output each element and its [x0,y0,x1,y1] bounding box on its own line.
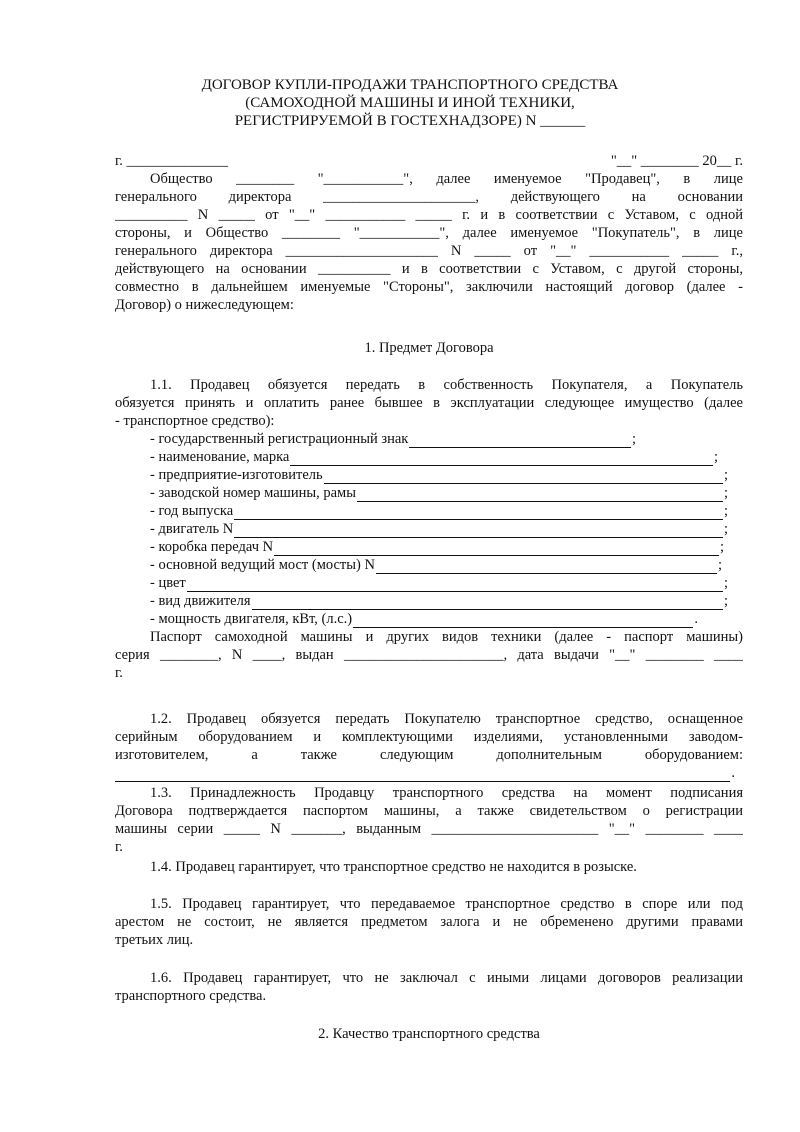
title-line-2: (САМОХОДНОЙ МАШИНЫ И ИНОЙ ТЕХНИКИ, [245,95,575,111]
blank-line [324,470,723,484]
section-2-heading: 2. Качество транспортного средства [318,1026,540,1042]
clause-line: - транспортное средство): [115,413,275,429]
item-name-brand [115,448,718,466]
blank-line [409,434,631,448]
item-end: ; [723,593,728,609]
item-label: - предприятие-изготовитель [150,467,323,483]
item-end: ; [723,503,728,519]
item-end: ; [723,575,728,591]
clause-line: 1.5. Продавец гарантирует, что передаваемое транспортное средство в споре или под [150,896,743,912]
title-line-1: ДОГОВОР КУПЛИ-ПРОДАЖИ ТРАНСПОРТНОГО СРЕДСТВА [201,77,619,93]
item-year [115,502,728,520]
preamble-line: стороны, и Общество ________ "___________", далее именуемое "Покупатель", в лице [115,225,743,241]
preamble-line: Общество ________ "___________", далее именуемое "Продавец", в лице [150,171,743,187]
clause-line: 1.2. Продавец обязуется передать Покупателю транспортное средство, оснащенное [150,711,743,727]
item-gearbox [115,538,724,556]
blank-line [353,614,693,628]
item-end: ; [723,467,728,483]
clause-line: изготовителем, а также следующим дополнительным оборудованием: [115,747,743,763]
city-field: г. ______________ [115,153,229,169]
clause-1-1 [115,376,743,682]
clause-1-5 [115,895,743,949]
preamble-line: совместно в дальнейшем именуемые "Стороны", заключили настоящий договор (далее - [115,279,743,295]
blank-line [376,560,717,574]
clause-1-3 [115,784,743,856]
preamble-line: действующего на основании __________ и в соответствии с Уставом, с другой стороны, [115,261,743,277]
clause-line: серийным оборудованием и комплектующими изделиями, установленными заводом- [115,729,743,745]
item-label: - коробка передач N [150,539,274,555]
blank-line [234,524,723,538]
item-color [115,574,728,592]
clause-line: машины серии _____ N _______, выданным _______________________ "__" ________ ____ [115,821,743,837]
clause-line: 1.4. Продавец гарантирует, что транспортное средство не находится в розыске. [150,859,637,875]
preamble-line: генерального директора _____________________, действующего на основании [115,189,743,205]
item-label: - наименование, марка [150,449,290,465]
clause-end: . [731,765,735,781]
blank-line [252,596,723,610]
clause-line: Договора подтверждается паспортом машины, а также свидетельством о регистрации [115,803,743,819]
passport-line: Паспорт самоходной машины и других видов техники (далее - паспорт машины) [150,629,743,645]
clause-line: 1.6. Продавец гарантирует, что не заключал с иными лицами договоров реализации [150,970,743,986]
item-drive-axle [115,556,722,574]
blank-line [234,506,723,520]
item-label: - год выпуска [150,503,234,519]
item-label: - заводской номер машины, рамы [150,485,356,501]
clause-line: транспортного средства. [115,988,267,1004]
item-label: - вид движителя [150,593,251,609]
item-end: ; [631,431,636,447]
item-propulsion [115,592,728,610]
item-end: ; [717,557,722,573]
item-end: ; [723,485,728,501]
passport-line: г. [115,665,123,681]
item-engine [115,520,728,538]
blank-line [290,452,713,466]
clause-line: 1.3. Принадлежность Продавцу транспортного средства на момент подписания [150,785,743,801]
item-end: . [694,611,698,627]
item-end: ; [713,449,718,465]
clause-line: обязуется принять и оплатить ранее бывшее в эксплуатации следующее имущество (далее [115,395,743,411]
item-serial-number [115,484,728,502]
item-reg-plate [115,430,636,448]
clause-line: г. [115,839,123,855]
item-label: - основной ведущий мост (мосты) N [150,557,375,573]
clause-1-2 [115,710,743,782]
item-label: - мощность двигателя, кВт, (л.с.) [150,611,353,627]
clause-1-4 [115,858,743,876]
blank-line [274,542,719,556]
additional-equipment-blank [115,764,735,782]
blank-line [187,578,723,592]
date-field: "__" ________ 20__ г. [610,153,743,169]
preamble [115,152,743,314]
clause-line: арестом не состоит, не является предметом залога и не обременено другими правами [115,914,743,930]
clause-line: 1.1. Продавец обязуется передать в собственность Покупателя, а Покупатель [150,377,743,393]
passport-line: серия ________, N ____, выдан ______________________, дата выдачи "__" ________ ____ [115,647,743,663]
clause-1-6 [115,969,743,1005]
item-engine-power [115,610,698,628]
title-line-3: РЕГИСТРИРУЕМОЙ В ГОСТЕХНАДЗОРЕ) N ______ [234,113,586,129]
item-manufacturer [115,466,728,484]
item-label: - цвет [150,575,186,591]
blank-line [357,488,723,502]
clause-line: третьих лиц. [115,932,194,948]
preamble-line: __________ N _____ от "__" ___________ _____ г. и в соответствии с Уставом, с одной [115,207,743,223]
preamble-line: генерального директора _____________________ N _____ от "__" ___________ _____ г., [115,243,743,259]
preamble-line: Договор) о нижеследующем: [115,297,294,313]
item-end: ; [719,539,724,555]
item-end: ; [723,521,728,537]
item-label: - государственный регистрационный знак [150,431,409,447]
blank-line [115,768,730,782]
place-date-row [115,152,743,170]
item-label: - двигатель N [150,521,234,537]
section-1-heading: 1. Предмет Договора [364,340,494,356]
document-title [100,76,720,130]
